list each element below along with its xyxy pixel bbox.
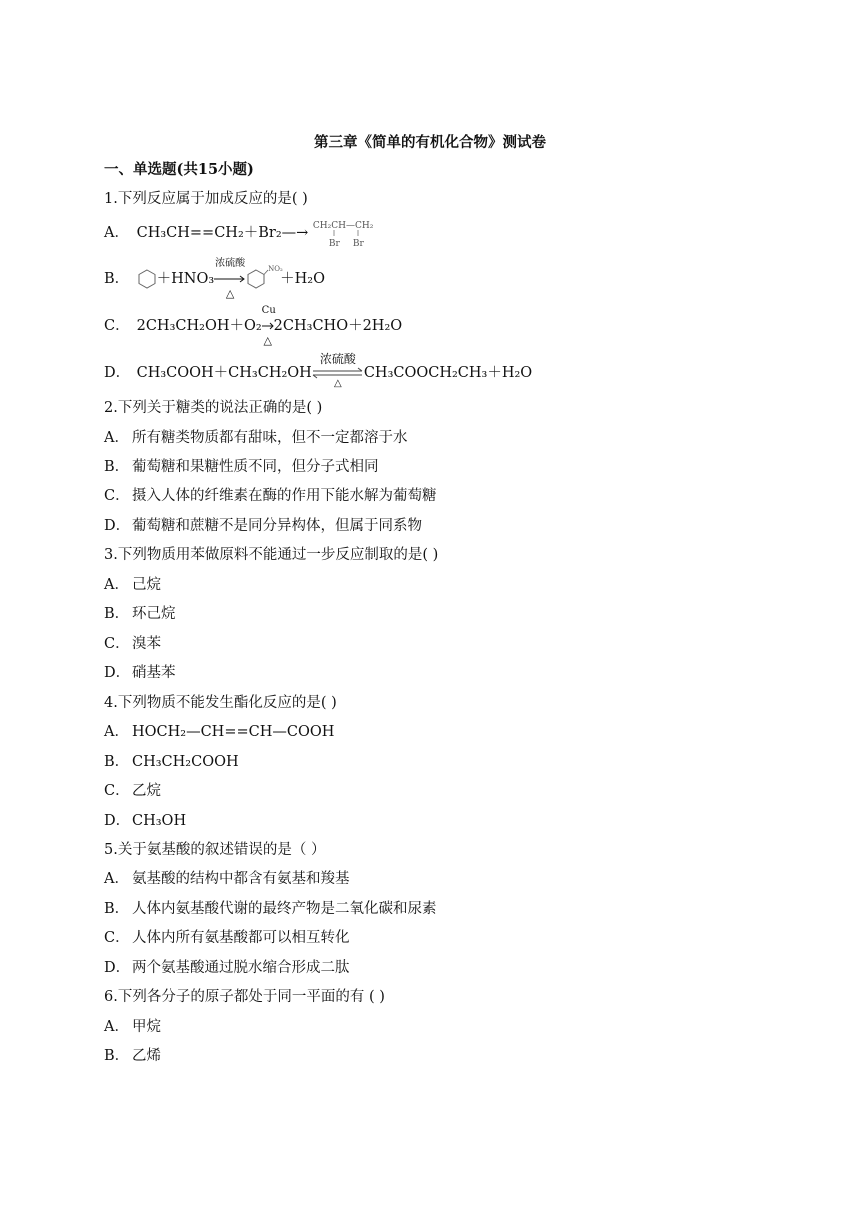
option-c-reactants: 2CH₃CH₂OH＋O₂: [136, 318, 262, 334]
question-2-option-b: B． 葡萄糖和果糖性质不同，但分子式相同: [104, 459, 379, 475]
question-5-option-a: A． 氨基酸的结构中都含有氨基和羧基: [104, 871, 350, 887]
option-label: A．: [104, 225, 129, 241]
bond-lines-icon: [313, 224, 375, 246]
question-6-option-b: B． 乙烯: [104, 1048, 161, 1064]
question-1-stem: 1.下列反应属于加成反应的是( ): [104, 191, 308, 207]
question-3-option-b: B． 环己烷: [104, 606, 176, 622]
question-5-option-c: C． 人体内所有氨基酸都可以相互转化: [104, 930, 350, 946]
structure-chain: CH₂CH—CH₂: [312, 221, 374, 231]
benzene-ring-icon: [246, 268, 268, 290]
question-3-stem: 3.下列物质用苯做原料不能通过一步反应制取的是( ): [104, 547, 439, 563]
structure-br-2: Br: [352, 239, 364, 249]
option-c-products: 2CH₃CHO＋2H₂O: [273, 318, 403, 334]
question-4-option-b: B． CH₃CH₂COOH: [104, 754, 239, 770]
benzene-ring-icon: [137, 268, 157, 290]
question-4-option-d: D． CH₃OH: [104, 813, 187, 829]
right-arrow-icon: [214, 274, 246, 284]
reaction-condition: 浓硫酸 △: [215, 258, 246, 300]
question-6-option-a: A． 甲烷: [104, 1019, 161, 1035]
option-b-product: ＋H₂O: [280, 271, 326, 287]
question-2-option-a: A． 所有糖类物质都有甜味，但不一定都溶于水: [104, 430, 408, 446]
question-5-option-d: D． 两个氨基酸通过脱水缩合形成二肽: [104, 960, 350, 976]
option-d-reactants: CH₃COOH＋CH₃CH₂OH: [136, 365, 312, 381]
option-b-reactant: ＋HNO₃: [156, 271, 215, 287]
question-4-stem: 4.下列物质不能发生酯化反应的是( ): [104, 695, 337, 711]
question-5-option-b: B． 人体内氨基酸代谢的最终产物是二氧化碳和尿素: [104, 901, 437, 917]
question-3-option-a: A． 己烷: [104, 577, 161, 593]
question-1-option-c: [104, 305, 403, 347]
option-label: C．: [104, 318, 130, 334]
question-4-option-c: C． 乙烷: [104, 783, 161, 799]
question-4-option-a: A． HOCH₂—CH==CH—COOH: [104, 724, 335, 740]
option-label: B．: [104, 271, 130, 287]
option-label: D．: [104, 365, 131, 381]
question-3-option-d: D． 硝基苯: [104, 665, 176, 681]
question-2-stem: 2.下列关于糖类的说法正确的是( ): [104, 400, 323, 416]
page-title: 第三章《简单的有机化合物》测试卷: [314, 134, 546, 151]
nitro-group-label: NO₂: [268, 265, 283, 273]
question-1-option-d: [104, 352, 533, 389]
question-6-stem: 6.下列各分子的原子都处于同一平面的有 ( ): [104, 989, 385, 1005]
section-heading: 一、单选题(共15小题): [104, 161, 254, 178]
structure-br-1: Br: [328, 239, 340, 249]
right-arrow-icon: [262, 321, 274, 331]
reaction-condition: 浓硫酸 △: [312, 364, 364, 382]
question-2-option-d: D． 葡萄糖和蔗糖不是同分异构体，但属于同系物: [104, 518, 422, 534]
option-d-products: CH₃COOCH₂CH₃＋H₂O: [363, 365, 533, 381]
question-5-stem: 5.关于氨基酸的叙述错误的是（ ）: [104, 842, 326, 858]
option-a-equation: CH₃CH==CH₂＋Br₂—→: [136, 225, 309, 241]
question-2-option-c: C． 摄入人体的纤维素在酶的作用下能水解为葡萄糖: [104, 488, 437, 504]
dibromopropane-structure: [312, 221, 375, 249]
question-1-option-a: [104, 221, 375, 249]
nitrobenzene-structure: [246, 265, 283, 290]
reaction-condition: Cu △: [261, 305, 276, 347]
question-3-option-c: C． 溴苯: [104, 636, 161, 652]
question-1-option-b: [104, 258, 326, 300]
